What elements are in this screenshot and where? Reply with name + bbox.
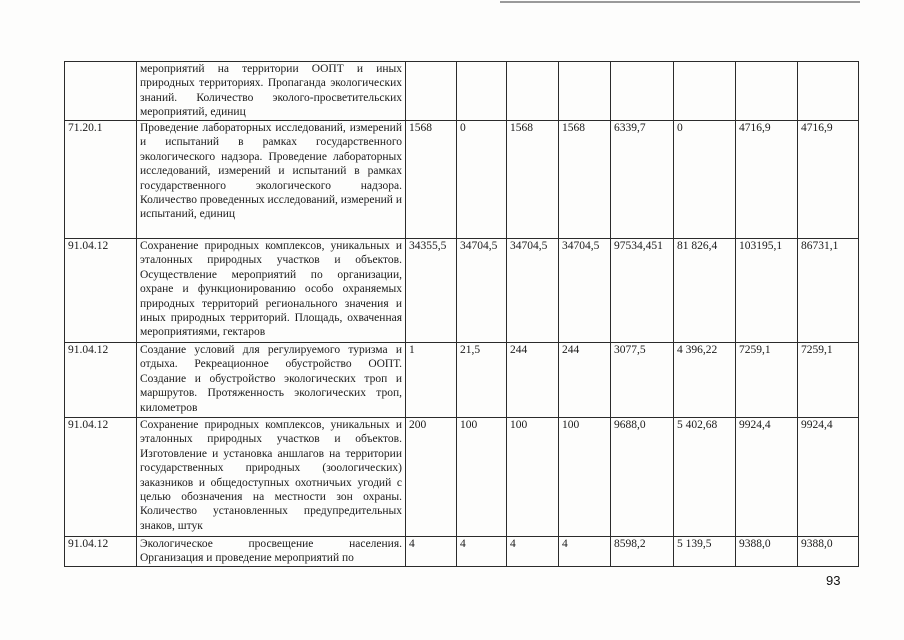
value-cell: 1568 (559, 121, 611, 239)
description-cell: Сохранение природных комплексов, уникальных и эталонных природных участков и объектов. Изготовление и установка аншлагов на территории государственных природных (зоологических) заказников и общедоступных охотничьих угодий с целью обозначения на местности зон охраны. Количество установленных предупредительных знаков, штук (137, 418, 406, 537)
table-row (65, 418, 859, 537)
page-number: 93 (826, 573, 841, 588)
value-cell: 7259,1 (798, 343, 859, 418)
value-cell: 9388,0 (798, 537, 859, 567)
table-row (65, 121, 859, 239)
value-cell: 100 (559, 418, 611, 537)
value-cell: 4716,9 (798, 121, 859, 239)
value-cell: 5 402,68 (674, 418, 736, 537)
table-row (65, 343, 859, 418)
value-cell: 4 396,22 (674, 343, 736, 418)
value-cell: 6339,7 (611, 121, 674, 239)
value-cell: 86731,1 (798, 239, 859, 343)
value-cell: 103195,1 (736, 239, 798, 343)
data-table (64, 61, 859, 567)
value-cell: 0 (674, 121, 736, 239)
value-cell: 9924,4 (736, 418, 798, 537)
code-cell: 71.20.1 (65, 121, 137, 239)
value-cell (674, 62, 736, 121)
value-cell (798, 62, 859, 121)
value-cell: 8598,2 (611, 537, 674, 567)
value-cell: 100 (507, 418, 559, 537)
value-cell: 3077,5 (611, 343, 674, 418)
value-cell: 7259,1 (736, 343, 798, 418)
code-cell: 91.04.12 (65, 418, 137, 537)
value-cell: 200 (406, 418, 457, 537)
scan-edge-line (500, 1, 860, 3)
value-cell (457, 62, 507, 121)
description-cell: Создание условий для регулируемого туризма и отдыха. Рекреационное обустройство ООПТ. Создание и обустройство экологических троп и маршрутов. Протяженность экологических троп, километров (137, 343, 406, 418)
value-cell: 244 (559, 343, 611, 418)
value-cell: 5 139,5 (674, 537, 736, 567)
value-cell: 100 (457, 418, 507, 537)
code-cell: 91.04.12 (65, 537, 137, 567)
description-cell: Сохранение природных комплексов, уникальных и эталонных природных участков и объектов. Осуществление мероприятий по организации, охране и функционированию особо охраняемых природных территорий регионального значения и иных природных территорий. Площадь, охваченная мероприятиями, гектаров (137, 239, 406, 343)
code-cell: 91.04.12 (65, 239, 137, 343)
value-cell: 4 (406, 537, 457, 567)
value-cell: 1 (406, 343, 457, 418)
value-cell: 34704,5 (457, 239, 507, 343)
value-cell (736, 62, 798, 121)
value-cell: 9924,4 (798, 418, 859, 537)
table-row (65, 537, 859, 567)
value-cell (406, 62, 457, 121)
value-cell: 34704,5 (507, 239, 559, 343)
value-cell: 4 (507, 537, 559, 567)
value-cell (611, 62, 674, 121)
value-cell: 81 826,4 (674, 239, 736, 343)
value-cell: 21,5 (457, 343, 507, 418)
value-cell: 34704,5 (559, 239, 611, 343)
value-cell: 9388,0 (736, 537, 798, 567)
value-cell (559, 62, 611, 121)
value-cell: 4 (559, 537, 611, 567)
value-cell: 1568 (406, 121, 457, 239)
description-cell: Экологическое просвещение населения. Организация и проведение мероприятий по (137, 537, 406, 567)
value-cell: 9688,0 (611, 418, 674, 537)
description-cell: мероприятий на территории ООПТ и иных природных территориях. Пропаганда экологических знаний. Количество эколого-просветительских мероприятий, единиц (137, 62, 406, 121)
code-cell: 91.04.12 (65, 343, 137, 418)
value-cell: 4 (457, 537, 507, 567)
table-row (65, 239, 859, 343)
value-cell (507, 62, 559, 121)
value-cell: 4716,9 (736, 121, 798, 239)
value-cell: 244 (507, 343, 559, 418)
code-cell (65, 62, 137, 121)
value-cell: 0 (457, 121, 507, 239)
value-cell: 97534,451 (611, 239, 674, 343)
description-cell: Проведение лабораторных исследований, измерений и испытаний в рамках государственного экологического надзора. Проведение лабораторных исследований, измерений и испытаний в рамках государственного экологического надзора. Количество проведенных исследований, измерений и испытаний, единиц (137, 121, 406, 239)
value-cell: 34355,5 (406, 239, 457, 343)
value-cell: 1568 (507, 121, 559, 239)
table-row (65, 62, 859, 121)
